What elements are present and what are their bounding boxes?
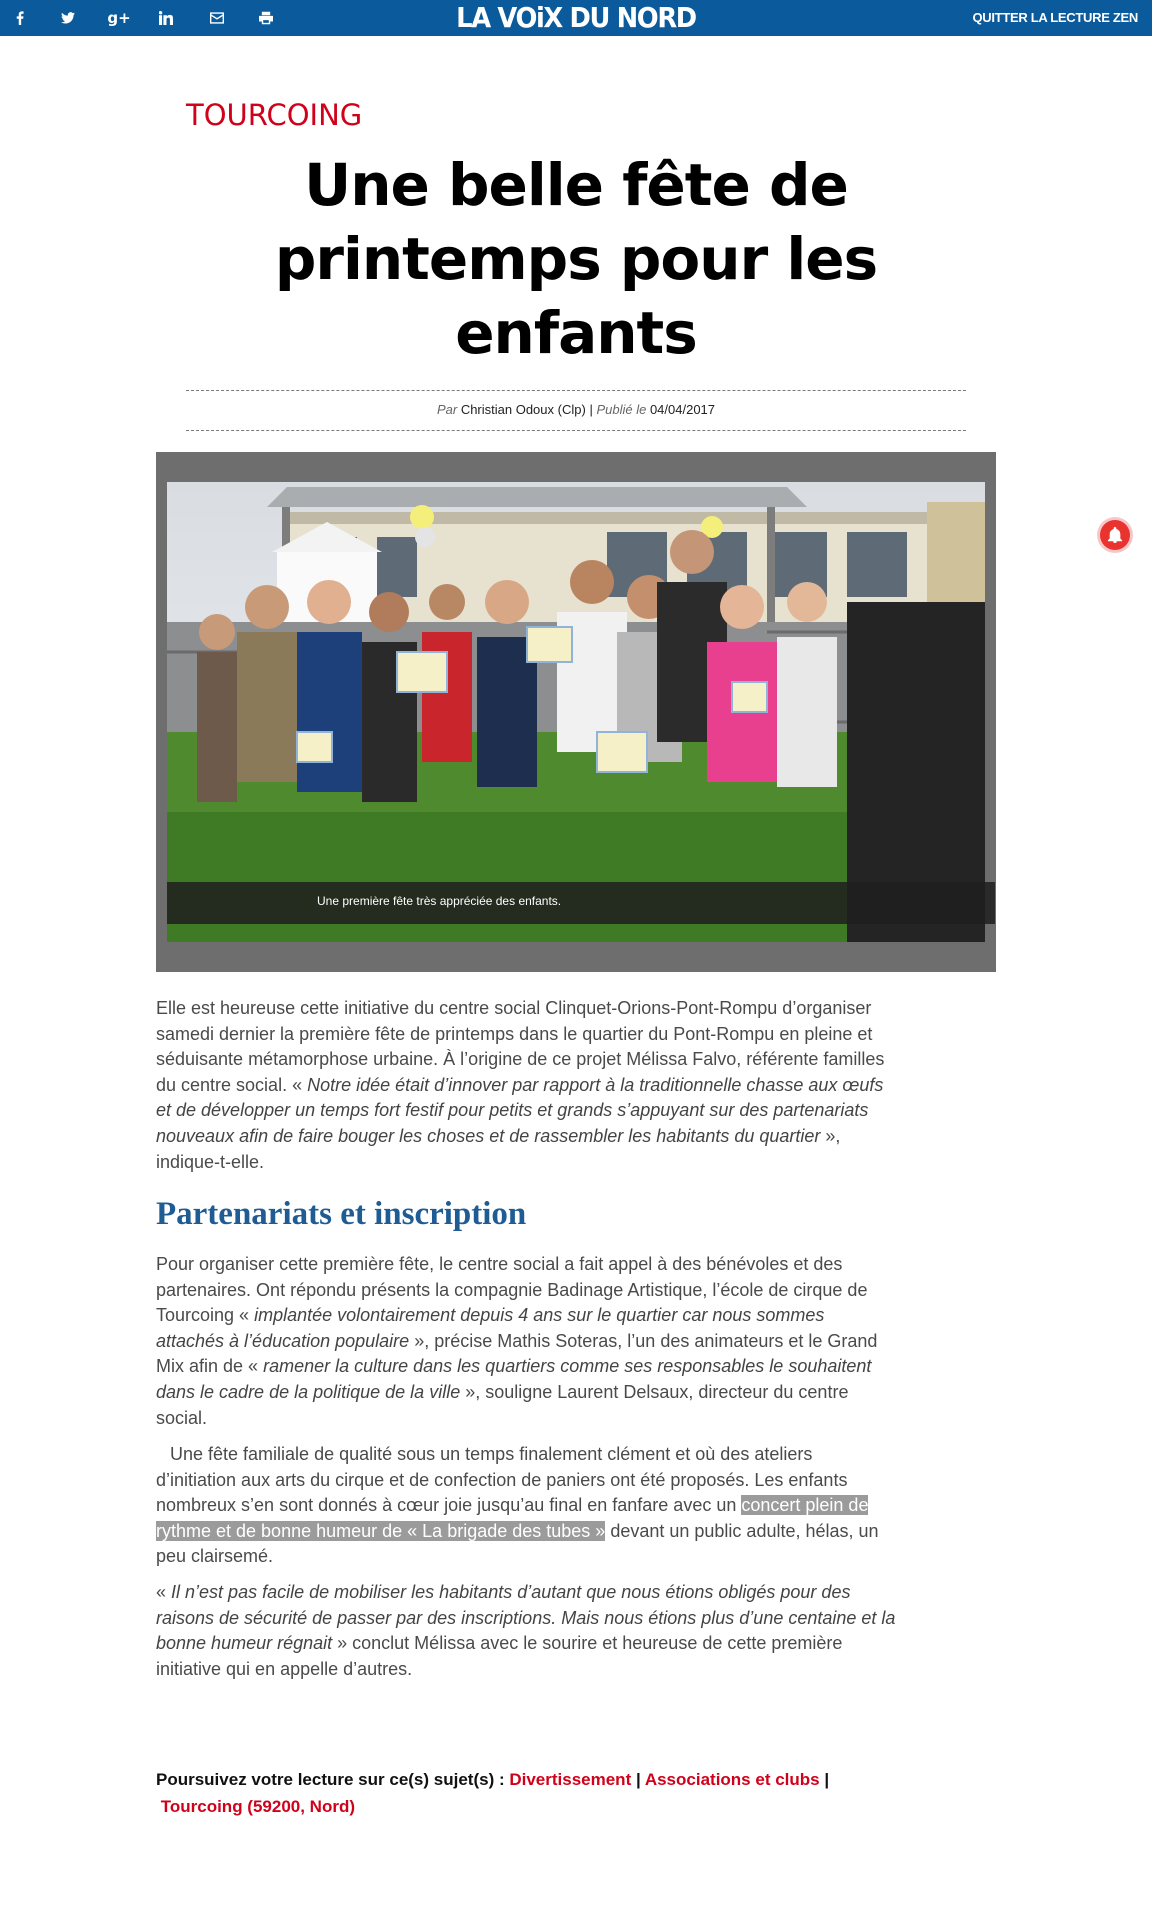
paragraph-text: Pour organiser cette première fête, le centre social a fait appel à des bénévoles et des partenaires. Ont répondu présents la compagnie Badinage Artistique, l’école de cirque de Tourcoing « [156, 1254, 868, 1326]
byline [186, 402, 966, 417]
quote-text: Notre idée était d’innover par rapport à la traditionnelle chasse aux œufs et de développer un temps fort festif pour petits et grands s’appuyant sur des partenariats nouveaux afin de faire bouger les choses et de rassembler les habitants du quartier [156, 1074, 884, 1146]
article-title-line: enfants [455, 299, 697, 367]
quote-text: implantée volontairement depuis 4 ans sur le quartier car nous sommes attachés à l’éducation populaire [156, 1305, 825, 1351]
site-logo[interactable]: LA VOiX DU NORD [456, 1, 696, 34]
bell-icon [1107, 527, 1123, 543]
paragraph-text: Elle est heureuse cette initiative du centre social Clinquet-Orions-Pont-Rompu d’organiser samedi dernier la première fête de printemps dans le quartier du Pont-Rompu en pleine et séduisante métamorphose urbaine. À l’origine de ce projet Mélissa Falvo, référente familles du centre social. « [156, 998, 885, 1095]
paragraph-text: » conclut Mélissa avec le sourire et heureuse de cette première initiative qui en appelle d’autres. [156, 1633, 843, 1679]
article-title [186, 148, 966, 370]
quote-text: ramener la culture dans les quartiers comme ses responsables le souhaitent dans le cadre de la politique de la ville [156, 1356, 872, 1402]
byline-par-label: Par [436, 402, 458, 417]
divider-top [186, 390, 966, 391]
byline-author: Christian Odoux (Clp) [460, 402, 586, 417]
byline-published-label: Publié le [596, 402, 647, 417]
facebook-share-button[interactable] [2, 0, 38, 36]
article-photo[interactable] [167, 482, 985, 942]
paragraph-text: devant un public adulte, hélas, un peu clairsemé. [156, 1520, 879, 1567]
divider-bottom [186, 430, 966, 431]
related-topics [156, 1766, 916, 1820]
facebook-icon [13, 11, 27, 25]
notification-button[interactable] [1100, 520, 1130, 550]
article-title-line: Une belle fête de [304, 151, 848, 219]
paragraph-intro [156, 996, 896, 1175]
top-bar [0, 0, 1152, 36]
article-rubric[interactable]: TOURCOING [186, 98, 363, 132]
related-topics-label: Poursuivez votre lecture sur ce(s) sujet(s) : [156, 1770, 505, 1789]
paragraph-text: », précise Mathis Soteras, l’un des animateurs et le Grand Mix afin de « [156, 1330, 878, 1377]
paragraph-text: », souligne Laurent Delsaux, directeur du centre social. [156, 1381, 849, 1428]
tag-separator: | [635, 1770, 641, 1789]
paragraph-text: », indique-t-elle. [156, 1125, 841, 1172]
tag-link-tourcoing[interactable]: Tourcoing (59200, Nord) [160, 1797, 355, 1816]
photo-illustration [167, 482, 985, 942]
quote-text: Il n’est pas facile de mobiliser les habitants d’autant que nous étions obligés pour des raisons de sécurité de passer par des inscriptions. Mais nous étions plus d’une centaine et la bonne humeur régnait [156, 1582, 896, 1654]
quit-zen-reading-button[interactable]: QUITTER LA LECTURE ZEN [972, 10, 1138, 25]
highlighted-text[interactable]: concert plein de rythme et de bonne humeur de « La brigade des tubes » [156, 1495, 869, 1541]
tag-separator: | [824, 1770, 830, 1789]
photo-caption-bar [167, 882, 995, 924]
photo-caption: Une première fête très appréciée des enfants. [317, 894, 562, 908]
tag-link-divertissement[interactable]: Divertissement [509, 1770, 632, 1789]
byline-date: 04/04/2017 [649, 402, 716, 417]
paragraph-text: Une fête familiale de qualité sous un temps finalement clément et où des ateliers d’initiation aux arts du cirque et de confection de paniers ont été proposés. Les enfants nombreux s’en sont donnés à cœur joie jusqu’au final en fanfare avec un [156, 1444, 848, 1516]
article-title-line: printemps pour les [274, 225, 878, 293]
paragraph-text: « [156, 1582, 167, 1602]
paragraph-conclusion [156, 1580, 896, 1682]
google-plus-icon: g+ [107, 9, 131, 27]
paragraph-party [156, 1442, 896, 1570]
paragraph-partners [156, 1252, 896, 1431]
tag-link-associations[interactable]: Associations et clubs [644, 1770, 820, 1789]
section-heading: Partenariats et inscription [156, 1196, 527, 1232]
byline-separator: | [589, 402, 593, 417]
